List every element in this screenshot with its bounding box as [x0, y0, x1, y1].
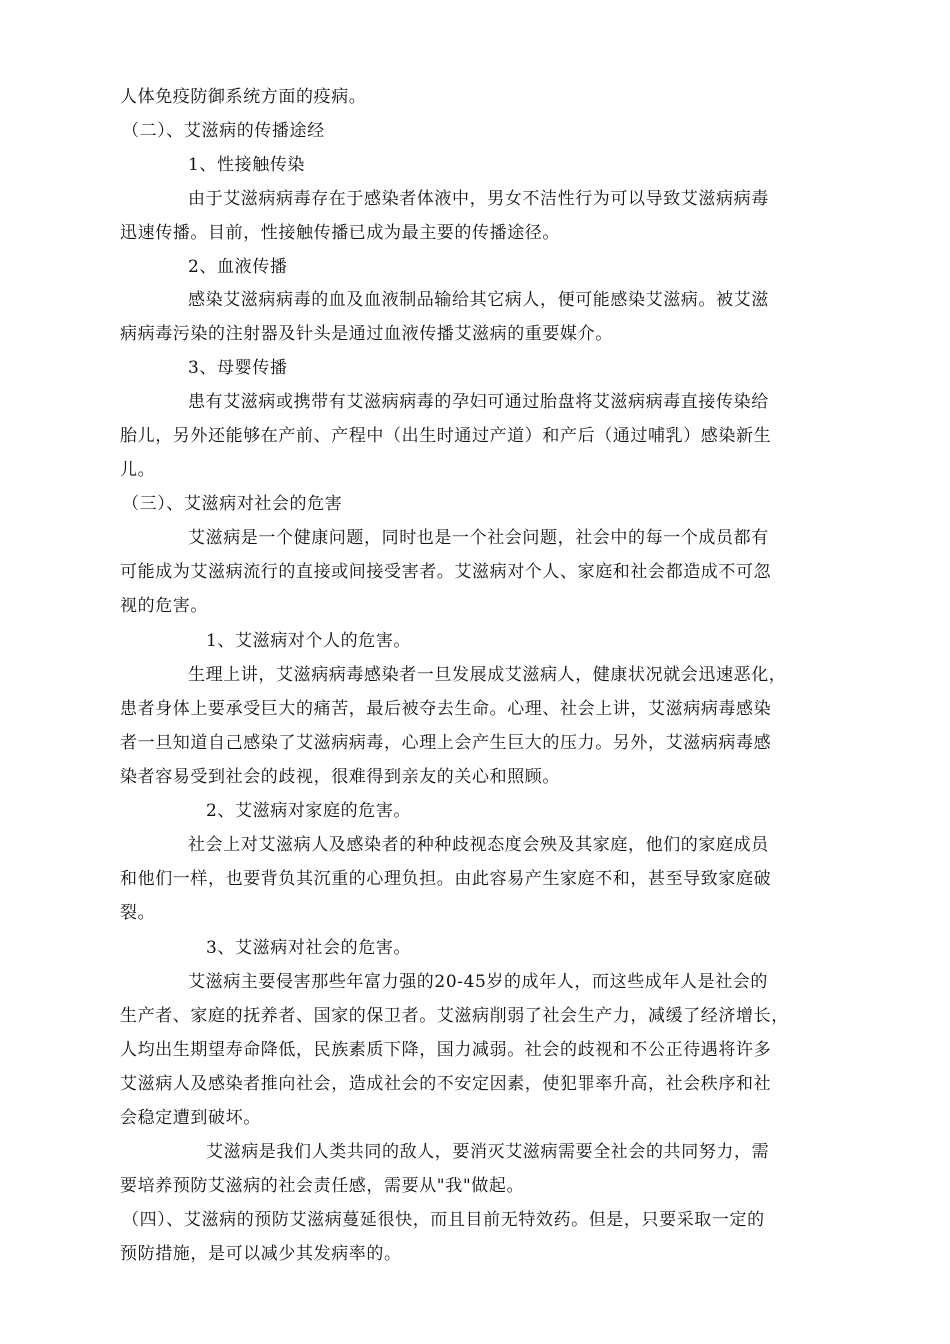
body-text: 视的危害。: [120, 596, 208, 616]
body-text: 预防措施，是可以减少其发病率的。: [120, 1244, 402, 1264]
body-text: 患者身体上要承受巨大的痛苦，最后被夺去生命。心理、社会上讲，艾滋病病毒感染: [120, 699, 772, 719]
body-text: 会稳定遭到破坏。: [120, 1108, 261, 1128]
section-heading: （二）、艾滋病的传播途经: [122, 121, 325, 141]
body-text: 者一旦知道自己感染了艾滋病病毒，心理上会产生巨大的压力。另外，艾滋病病毒感: [120, 733, 772, 753]
body-text: 艾滋病是一个健康问题，同时也是一个社会问题，社会中的每一个成员都有: [188, 528, 769, 548]
body-text: 要培养预防艾滋病的社会责任感，需要从"我"做起。: [120, 1176, 525, 1196]
subsection-heading: 1、性接触传染: [188, 155, 306, 175]
body-text: 社会上对艾滋病人及感染者的种种歧视态度会殃及其家庭，他们的家庭成员: [188, 835, 769, 855]
body-text: 和他们一样，也要背负其沉重的心理负担。由此容易产生家庭不和，甚至导致家庭破: [120, 869, 772, 889]
section-heading: （四）、艾滋病的预防艾滋病蔓延很快，而且目前无特效药。但是，只要采取一定的: [122, 1210, 765, 1230]
body-text: 迅速传播。目前，性接触传播已成为最主要的传播途径。: [120, 223, 560, 243]
subsection-heading: 3、艾滋病对社会的危害。: [206, 938, 412, 958]
body-text: 儿。: [120, 460, 156, 480]
body-text: 染者容易受到社会的歧视，很难得到亲友的关心和照顾。: [120, 767, 560, 787]
body-text: 感染艾滋病病毒的血及血液制品输给其它病人，便可能感染艾滋病。被艾滋: [188, 290, 769, 310]
body-text: 人体免疫防御系统方面的疫病。: [120, 87, 367, 107]
body-text: 病病毒污染的注射器及针头是通过血液传播艾滋病的重要媒介。: [120, 324, 613, 344]
subsection-heading: 2、艾滋病对家庭的危害。: [206, 801, 412, 821]
body-text: 艾滋病人及感染者推向社会，造成社会的不安定因素，使犯罪率升高，社会秩序和社: [120, 1074, 772, 1094]
body-text: 患有艾滋病或携带有艾滋病病毒的孕妇可通过胎盘将艾滋病病毒直接传染给: [188, 392, 769, 412]
subsection-heading: 1、艾滋病对个人的危害。: [206, 631, 412, 651]
body-text: 可能成为艾滋病流行的直接或间接受害者。艾滋病对个人、家庭和社会都造成不可忽: [120, 562, 772, 582]
body-text: 人均出生期望寿命降低，民族素质下降，国力减弱。社会的歧视和不公正待遇将许多: [120, 1040, 772, 1060]
body-text: 由于艾滋病病毒存在于感染者体液中，男女不洁性行为可以导致艾滋病病毒: [188, 189, 769, 209]
subsection-heading: 3、母婴传播: [188, 358, 288, 378]
body-text: 艾滋病是我们人类共同的敌人，要消灭艾滋病需要全社会的共同努力，需: [206, 1142, 770, 1162]
body-text: 裂。: [120, 903, 156, 923]
body-text: 艾滋病主要侵害那些年富力强的20-45岁的成年人，而这些成年人是社会的: [188, 972, 769, 992]
body-text: 生产者、家庭的抚养者、国家的保卫者。艾滋病削弱了社会生产力，减缓了经济增长，: [120, 1006, 789, 1026]
body-text: 生理上讲，艾滋病病毒感染者一旦发展成艾滋病人，健康状况就会迅速恶化，: [188, 665, 787, 685]
section-heading: （三）、艾滋病对社会的危害: [122, 494, 343, 514]
body-text: 胎儿，另外还能够在产前、产程中（出生时通过产道）和产后（通过哺乳）感染新生: [120, 426, 772, 446]
subsection-heading: 2、血液传播: [188, 257, 288, 277]
